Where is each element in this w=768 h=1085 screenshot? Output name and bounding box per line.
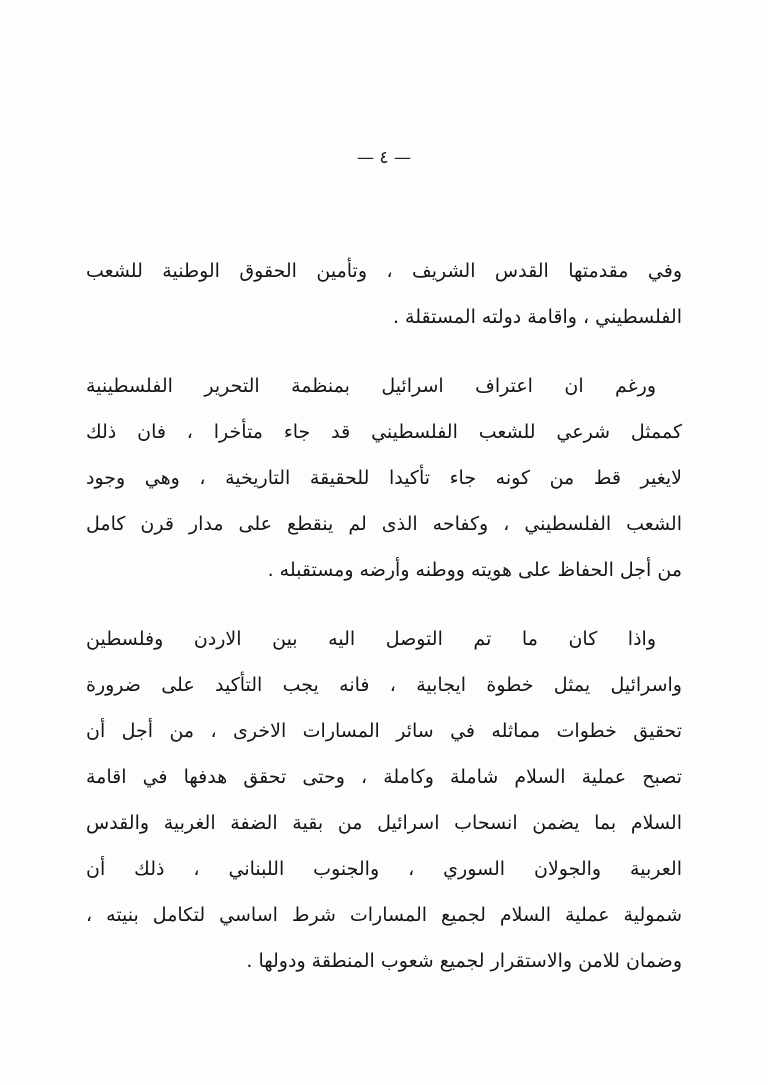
text-line: وفي مقدمتها القدس الشريف ، وتأمين الحقوق الوطنية للشعب bbox=[86, 260, 682, 282]
text-line: تصبح عملية السلام شاملة وكاملة ، وحتى تحقق هدفها في اقامة bbox=[86, 766, 682, 788]
page-number: — ٤ — bbox=[357, 148, 411, 168]
text-line: واسرائيل يمثل خطوة ايجابية ، فانه يجب التأكيد على ضرورة bbox=[86, 674, 682, 696]
text-line: واذا كان ما تم التوصل اليه بين الاردن وفلسطين bbox=[86, 628, 656, 650]
text-line: الفلسطيني ، واقامة دولته المستقلة . bbox=[392, 306, 682, 328]
document-body bbox=[86, 248, 682, 1007]
text-line: من أجل الحفاظ على هويته ووطنه وأرضه ومستقبله . bbox=[267, 559, 682, 581]
text-line: العربية والجولان السوري ، والجنوب اللبناني ، ذلك أن bbox=[86, 858, 682, 880]
text-line: لايغير قط من كونه جاء تأكيدا للحقيقة التاريخية ، وهي وجود bbox=[86, 467, 682, 489]
text-line: السلام بما يضمن انسحاب اسرائيل من بقية الضفة الغربية والقدس bbox=[86, 812, 682, 834]
text-line: وضمان للامن والاستقرار لجميع شعوب المنطقة ودولها . bbox=[246, 950, 682, 972]
text-line: ورغم ان اعتراف اسرائيل بمنظمة التحرير الفلسطينية bbox=[86, 375, 656, 397]
paragraph-3 bbox=[86, 616, 682, 984]
text-line: شمولية عملية السلام لجميع المسارات شرط اساسي لتكامل بنيته ، bbox=[86, 904, 682, 926]
text-line: كممثل شرعي للشعب الفلسطيني قد جاء متأخرا ، فان ذلك bbox=[86, 421, 682, 443]
text-line: تحقيق خطوات مماثله في سائر المسارات الاخرى ، من أجل أن bbox=[86, 720, 682, 742]
paragraph-2 bbox=[86, 363, 682, 593]
paragraph-1 bbox=[86, 248, 682, 340]
text-line: الشعب الفلسطيني ، وكفاحه الذى لم ينقطع على مدار قرن كامل bbox=[86, 513, 682, 535]
